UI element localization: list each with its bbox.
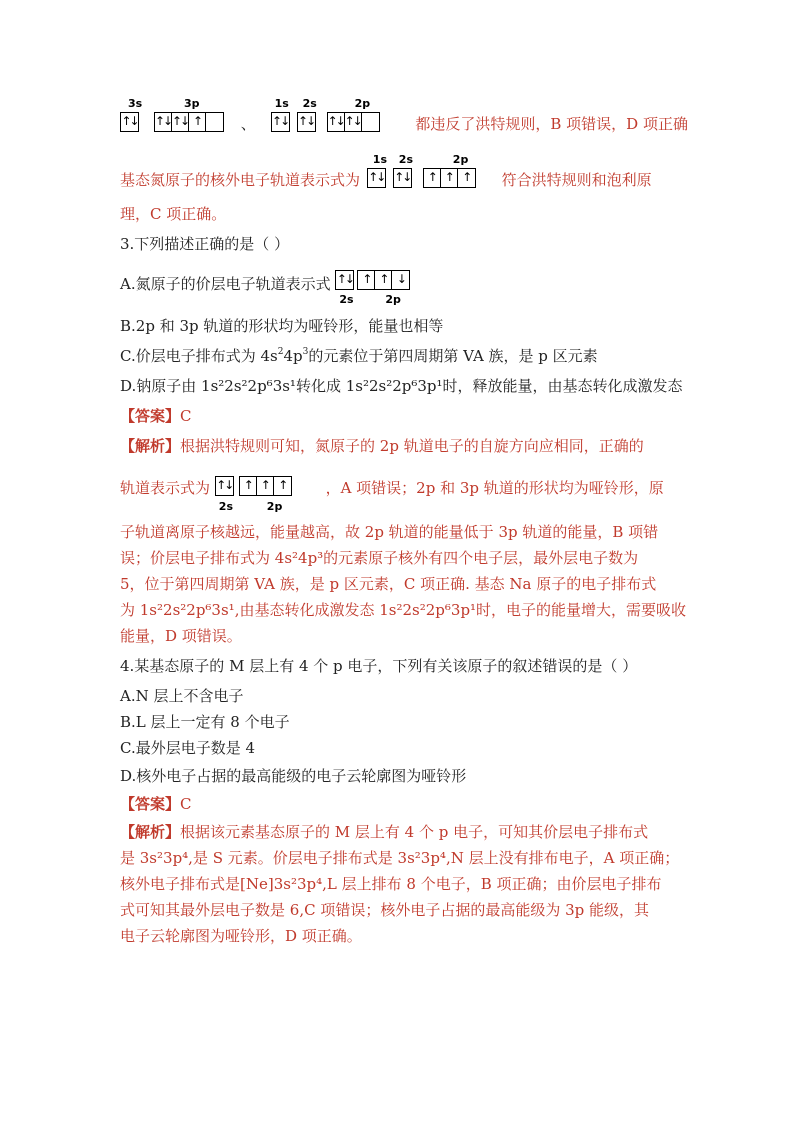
spin-pair: ↑↓ [121,114,138,128]
explanation-3-line-4: 误；价层电子排布式为 4s²4p³的元素原子核外有四个电子层，最外层电子数为 [120,549,639,567]
q3c-part-2: 4p [283,347,303,365]
spin-pair: ↑↓ [172,113,189,131]
orbital-diagram-nitrogen [367,148,497,194]
orbital-box-3s [120,112,139,132]
orbital-box-1s [271,112,290,132]
intro-line-3: 理，C 项正确。 [120,205,227,223]
explanation-text: 根据洪特规则可知，氮原子的 2p 轨道电子的自旋方向应相同，正确的 [180,437,644,455]
intro-text-2a: 基态氮原子的核外电子轨道表示式为 [120,171,361,189]
intro-line-1 [120,92,688,138]
orbital-box-1s [367,168,386,188]
intro-text-1: 都违反了洪特规则，B 项错误，D 项正确 [415,115,688,133]
spin-up: ↑ [462,170,471,184]
answer-value: C [180,795,192,813]
spin-up: ↑ [240,477,257,495]
explanation-3-line-1 [120,436,644,456]
label-1s: 1s [372,153,387,166]
label-2p: 2p [452,153,469,166]
spin-empty [362,113,379,131]
spin-up: ↑ [257,477,274,495]
spin-pair: ↑↓ [336,272,353,286]
label-3p: 3p [184,97,200,110]
q4-option-b: B.L 层上一定有 8 个电子 [120,713,290,731]
q4-option-a: A.N 层上不含电子 [120,687,244,705]
spin-pair: ↑↓ [368,170,385,184]
q4-option-c: C.最外层电子数是 4 [120,739,256,757]
question-3: 3.下列描述正确的是（ ） [120,235,290,253]
label-2p: 2p [354,97,371,110]
explanation-label: 【解析】 [120,437,181,455]
separator: 、 [240,115,256,133]
spin-up: ↑ [358,271,375,289]
explanation-4-line-5: 电子云轮廓图为哑铃形，D 项正确。 [120,927,362,945]
spin-pair: ↑↓ [298,114,315,128]
orbital-box-2s [297,112,316,132]
label-2s: 2s [302,97,317,110]
explanation-3-line-2 [120,466,664,512]
q3-option-c [120,346,598,366]
explanation-3-line-7: 能量，D 项错误。 [120,627,242,645]
spin-up: ↑ [424,169,441,187]
answer-label: 【答案】 [120,795,181,813]
explanation-text: ，A 项错误；2p 和 3p 轨道的形状均为哑铃形，原 [325,479,664,497]
orbital-box-2p [423,168,476,188]
spin-pair: ↑↓ [394,170,411,184]
intro-text-2b: 符合洪特规则和泡利原 [501,171,652,189]
q3-option-a [120,264,435,304]
orbital-box-2p [327,112,380,132]
explanation-text: 轨道表示式为 [120,479,211,497]
explanation-4-line-1 [120,822,648,842]
label-2s: 2s [398,153,413,166]
explanation-4-line-2: 是 3s²3p⁴,是 S 元素。价层电子排布式是 3s²3p⁴,N 层上没有排布电子，A 项正确； [120,849,680,867]
explanation-text: 根据该元素基态原子的 M 层上有 4 个 p 电子，可知其价层电子排布式 [180,823,649,841]
orbital-box-2s [335,270,354,290]
orbital-box-2p [357,270,410,290]
spin-pair: ↑↓ [345,113,362,131]
explanation-3-line-6: 为 1s²2s²2p⁶3s¹,由基态转化成激发态 1s²2s²2p⁶3p¹时，电子的能量增大，需要吸收 [120,601,687,619]
orbital-diagram-1s2s2p [271,92,401,138]
spin-pair: ↑↓ [216,478,233,492]
spin-up: ↑ [278,478,287,492]
orbital-diagram-3s3p [120,92,230,138]
orbital-diagram-correct [215,466,321,512]
orbital-box-2s [215,476,234,496]
spin-up: ↑ [441,169,458,187]
answer-3 [120,406,192,426]
orbital-box-2p [239,476,292,496]
answer-value: C [180,407,192,425]
spin-pair: ↑↓ [272,114,289,128]
spin-up: ↑ [189,113,206,131]
spin-pair: ↑↓ [155,113,172,131]
spin-up: ↑ [375,271,392,289]
explanation-3-line-5: 5，位于第四周期第 VA 族，是 p 区元素，C 项正确. 基态 Na 原子的电子排布式 [120,575,657,593]
answer-4 [120,794,192,814]
orbital-box-2s [393,168,412,188]
label-2p: 2p [266,500,283,513]
q3-option-b: B.2p 和 3p 轨道的形状均为哑铃形，能量也相等 [120,317,444,335]
label-2s: 2s [339,293,354,306]
spin-down: ↓ [396,272,405,286]
label-1s: 1s [274,97,289,110]
q3c-part-3: 的元素位于第四周期第 VA 族，是 p 区元素 [308,347,598,365]
orbital-box-3p [154,112,224,132]
explanation-4-line-3: 核外电子排布式是[Ne]3s²3p⁴,L 层上排布 8 个电子，B 项正确；由价层电子排布 [120,875,662,893]
explanation-4-line-4: 式可知其最外层电子数是 6,C 项错误；核外电子占据的最高能级为 3p 能级，其 [120,901,650,919]
label-3s: 3s [128,97,143,110]
question-4: 4.某基态原子的 M 层上有 4 个 p 电子，下列有关该原子的叙述错误的是（ ） [120,657,638,675]
label-2s: 2s [218,500,233,513]
q3-option-d: D.钠原子由 1s²2s²2p⁶3s¹转化成 1s²2s²2p⁶3p¹时，释放能量，由基态转化成激发态 [120,377,683,395]
spin-pair: ↑↓ [328,113,345,131]
q3c-sup-2: 3 [302,347,309,357]
label-2p: 2p [385,293,401,306]
q4-option-d: D.核外电子占据的最高能级的电子云轮廓图为哑铃形 [120,767,467,785]
q3c-part-1: C.价层电子排布式为 4s [120,347,278,365]
intro-line-2 [120,148,652,194]
explanation-3-line-3: 子轨道离原子核越远，能量越高，故 2p 轨道的能量低于 3p 轨道的能量，B 项错 [120,523,659,541]
answer-label: 【答案】 [120,407,181,425]
explanation-label: 【解析】 [120,823,181,841]
q3c-sup-1: 2 [277,347,284,357]
orbital-diagram-option-a [335,264,435,304]
q3-option-a-text: A.氮原子的价层电子轨道表示式 [120,275,331,293]
spin-empty [206,113,223,131]
